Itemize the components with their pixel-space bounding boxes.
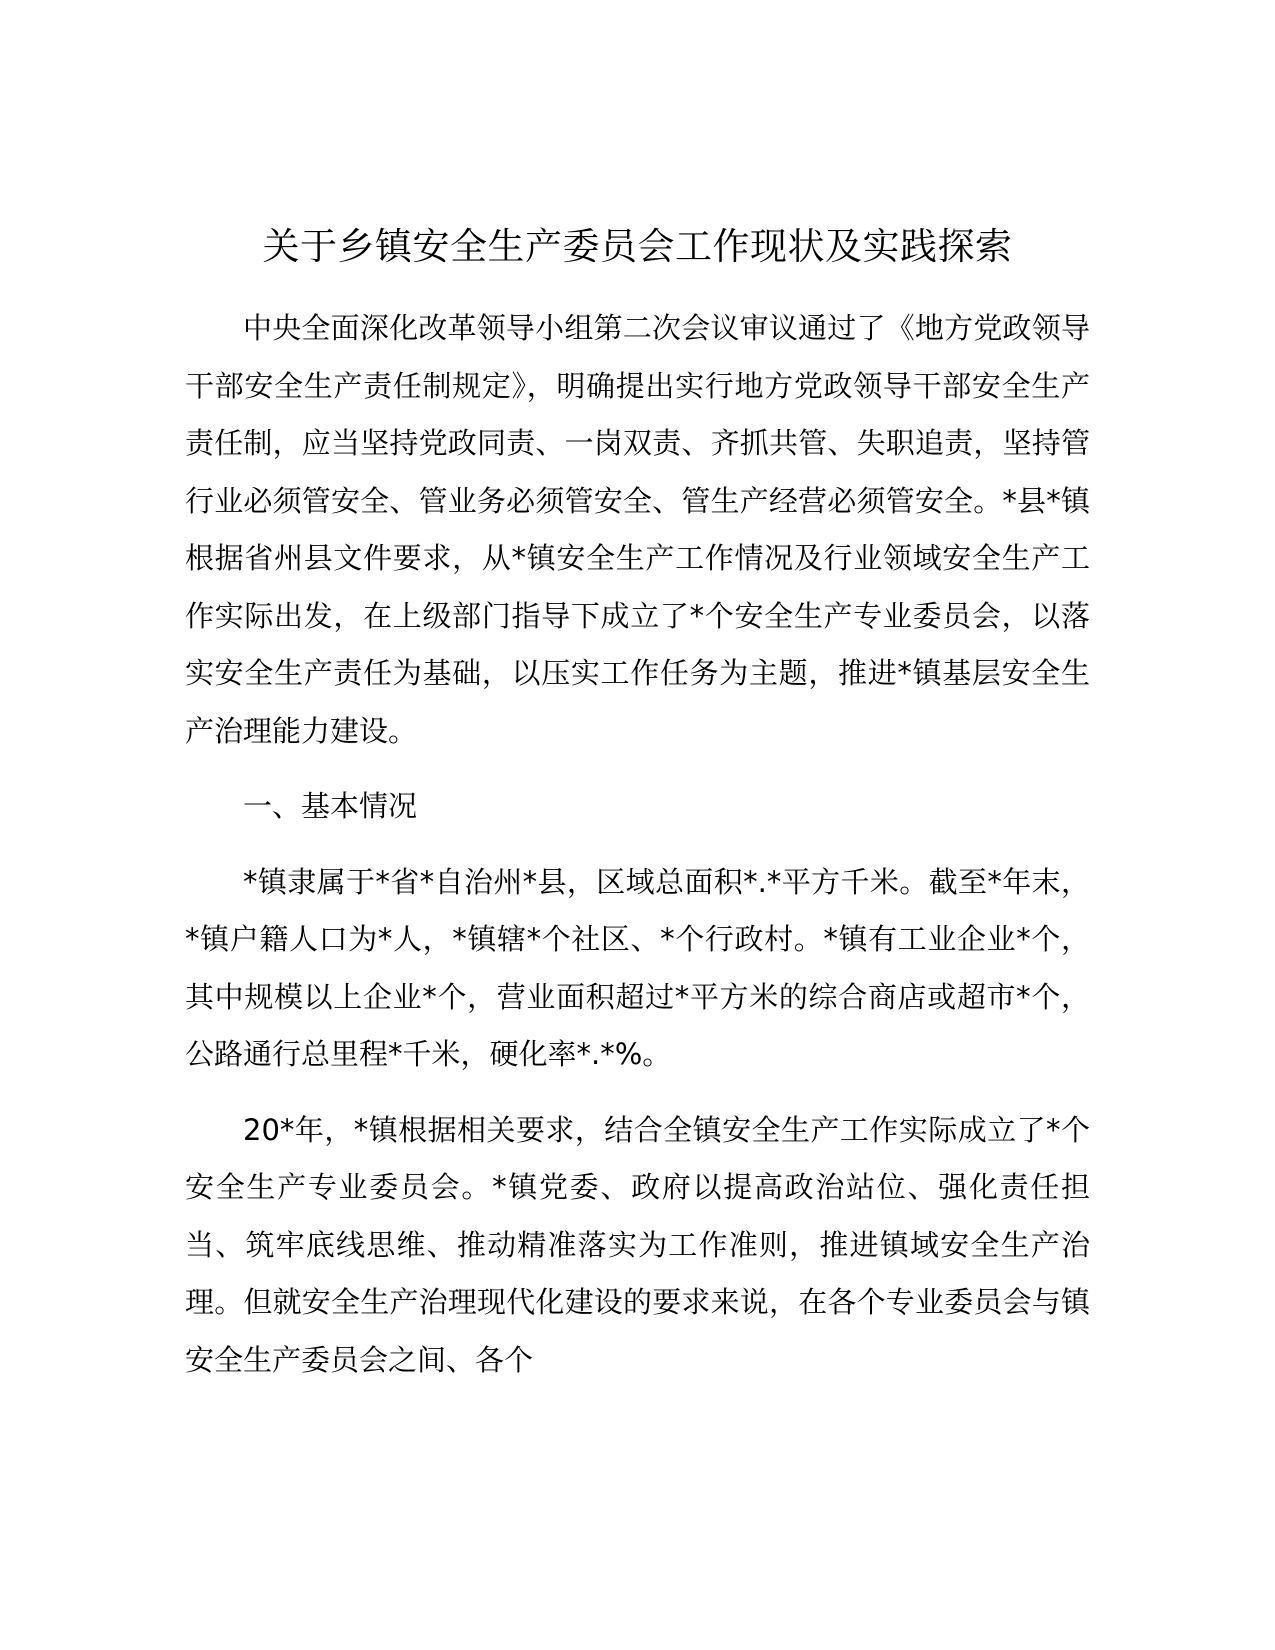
document-body <box>185 300 1090 1407</box>
basic-info-paragraph: *镇隶属于*省*自治州*县，区域总面积*.*平方千米。截至*年末，*镇户籍人口为*人，*镇辖*个社区、*个行政村。*镇有工业企业*个，其中规模以上企业*个，营业面积超过*平方米的综合商店或超市*个，公路通行总里程*千米，硬化率*.*%。 <box>185 864 1090 1071</box>
committee-paragraph: 20*年，*镇根据相关要求，结合全镇安全生产工作实际成立了*个安全生产专业委员会。*镇党委、政府以提高政治站位、强化责任担当、筑牢底线思维、推动精准落实为工作准则，推进镇域安全生产治理。但就安全生产治理现代化建设的要求来说，在各个专业委员会与镇安全生产委员会之间、各个 <box>185 1112 1090 1377</box>
intro-paragraph: 中央全面深化改革领导小组第二次会议审议通过了《地方党政领导干部安全生产责任制规定》，明确提出实行地方党政领导干部安全生产责任制，应当坚持党政同责、一岗双责、齐抓共管、失职追责，坚持管行业必须管安全、管业务必须管安全、管生产经营必须管安全。*县*镇根据省州县文件要求，从*镇安全生产工作情况及行业领域安全生产工作实际出发，在上级部门指导下成立了*个安全生产专业委员会，以落实安全生产责任为基础，以压实工作任务为主题，推进*镇基层安全生产治理能力建设。 <box>185 311 1090 748</box>
document-title: 关于乡镇安全生产委员会工作现状及实践探索 <box>262 225 1013 268</box>
section-heading-basic-situation: 一、基本情况 <box>243 789 418 823</box>
